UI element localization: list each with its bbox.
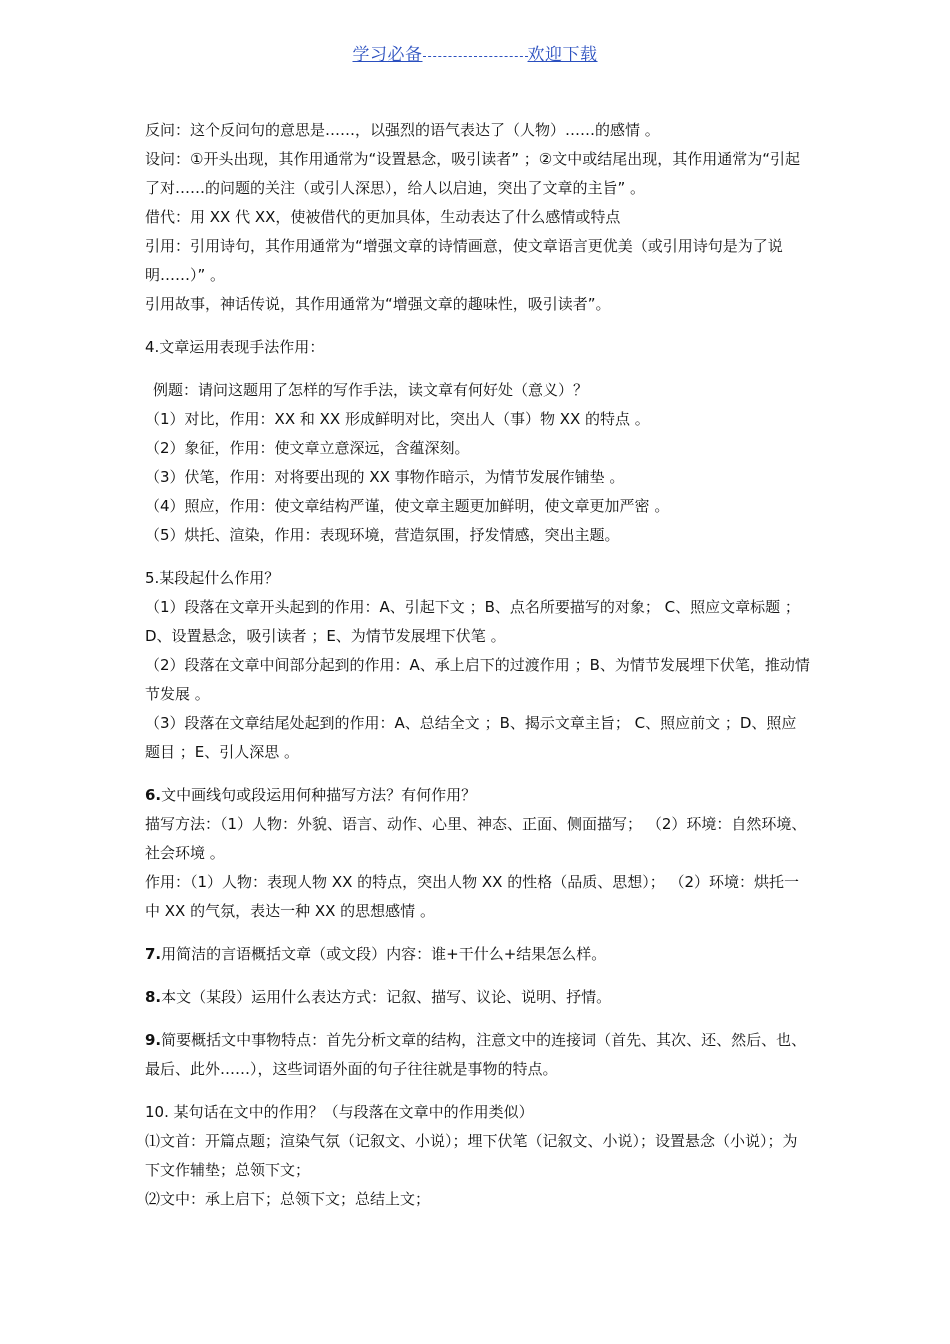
section-6-number: 6. [145, 786, 162, 804]
section-10-item: ⑵文中：承上启下；总领下文；总结上文； [145, 1190, 431, 1208]
section-4-item: （5）烘托、渲染，作用：表现环境，营造氛围，抒发情感，突出主题。 [145, 526, 620, 544]
section-8-text: 本文（某段）运用什么表达方式：记叙、描写、议论、说明、抒情。 [161, 988, 612, 1006]
section-6-title [145, 781, 810, 810]
section-10-title: 10. 某句话在文中的作用？（与段落在文章中的作用类似） [145, 1103, 534, 1121]
section-6-effect: 作用：（1）人物：表现人物 XX 的特点，突出人物 XX 的性格（品质、思想）； （2）环境：烘托一中 XX 的气氛，表达一种 XX 的思想感情 。 [145, 873, 800, 920]
section-5-item: （1）段落在文章开头起到的作用：A、引起下文 ；B、点名所要描写的对象； C、照应文章标题 ；D、设置悬念，吸引读者 ；E、为情节发展埋下伏笔 。 [145, 598, 800, 645]
document-body [145, 116, 810, 1214]
section-5-item: （3）段落在文章结尾处起到的作用：A、总结全文 ；B、揭示文章主旨； C、照应前文 ；D、照应题目 ；E、引人深思 。 [145, 714, 797, 761]
paragraph-set-question: 设问：①开头出现，其作用通常为“设置悬念，吸引读者” ；②文中或结尾出现，其作用通常为“引起了对……的问题的关注（或引人深思），给人以启迪，突出了文章的主旨” 。 [145, 150, 800, 197]
header-left-text: 学习必备 [352, 45, 423, 65]
section-8-number: 8. [145, 988, 162, 1006]
header-right-text: 欢迎下载 [527, 45, 598, 65]
paragraph-quotation-story: 引用故事，神话传说，其作用通常为“增强文章的趣味性，吸引读者”。 [145, 295, 611, 313]
page-header [0, 40, 950, 65]
section-4-title: 4.文章运用表现手法作用： [145, 338, 325, 356]
paragraph-rhetorical-question: 反问：这个反问句的意思是……，以强烈的语气表达了（人物）……的感情 。 [145, 121, 660, 139]
section-7-text: 用简洁的言语概括文章（或文段）内容：谁+干什么+结果怎么样。 [161, 945, 607, 963]
section-6-title-text: 文中画线句或段运用何种描写方法？有何作用？ [161, 786, 477, 804]
section-8 [145, 983, 810, 1012]
paragraph-metonymy: 借代：用 XX 代 XX，使被借代的更加具体，生动表达了什么感情或特点 [145, 208, 621, 226]
section-7-number: 7. [145, 945, 162, 963]
section-10-item: ⑴文首：开篇点题；渲染气氛（记叙文、小说）；埋下伏笔（记叙文、小说）；设置悬念（小说）；为下文作辅垫；总领下文； [145, 1132, 798, 1179]
section-4-item: （4）照应，作用：使文章结构严谨，使文章主题更加鲜明，使文章更加严密 。 [145, 497, 670, 515]
section-9-text: 简要概括文中事物特点：首先分析文章的结构，注意文中的连接词（首先、其次、还、然后、也、最后、此外……），这些词语外面的句子往往就是事物的特点。 [145, 1031, 807, 1078]
section-7 [145, 940, 810, 969]
paragraph-quotation-poem: 引用：引用诗句，其作用通常为“增强文章的诗情画意，使文章语言更优美（或引用诗句是为了说明……）” 。 [145, 237, 783, 284]
section-4-example: 例题：请问这题用了怎样的写作手法，读文章有何好处（意义）？ [153, 381, 589, 399]
section-9-number: 9. [145, 1031, 162, 1049]
section-4-item: （2）象征，作用：使文章立意深远，含蕴深刻。 [145, 439, 470, 457]
header-divider [423, 56, 528, 57]
section-5-item: （2）段落在文章中间部分起到的作用：A、承上启下的过渡作用 ；B、为情节发展埋下伏笔，推动情节发展 。 [145, 656, 810, 703]
section-9 [145, 1026, 810, 1084]
section-4-item: （1）对比，作用：XX 和 XX 形成鲜明对比，突出人（事）物 XX 的特点 。 [145, 410, 650, 428]
section-4-item: （3）伏笔，作用：对将要出现的 XX 事物作暗示，为情节发展作铺垫 。 [145, 468, 625, 486]
section-5-title: 5.某段起什么作用？ [145, 569, 280, 587]
section-6-method: 描写方法：（1）人物：外貌、语言、动作、心里、神态、正面、侧面描写； （2）环境：自然环境、社会环境 。 [145, 815, 807, 862]
